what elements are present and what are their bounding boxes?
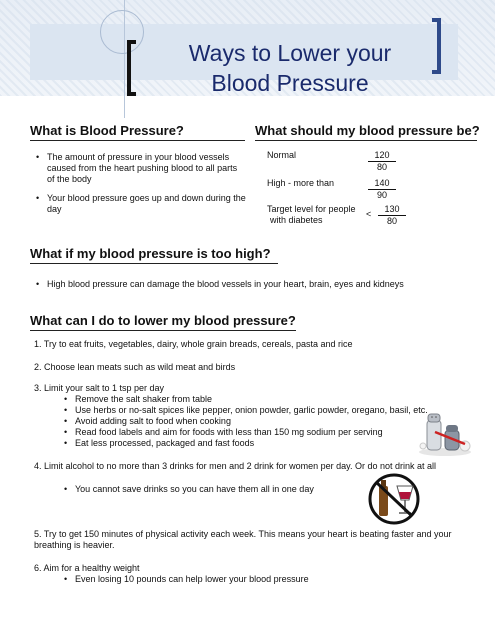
heading-what-is: What is Blood Pressure?	[30, 123, 184, 138]
right-bracket-icon	[432, 18, 441, 74]
sub-list-item: • Remove the salt shaker from table	[75, 394, 212, 405]
heading-rule	[30, 140, 245, 141]
less-than-symbol: <	[366, 209, 372, 219]
heading-lower: What can I do to lower my blood pressure?	[30, 313, 296, 328]
sub-list-item: • Read food labels and aim for foods with less than 150 mg sodium per serving	[75, 427, 383, 438]
bp-systolic: 140	[368, 178, 396, 190]
no-alcohol-icon	[361, 472, 427, 526]
tip-item: 6. Aim for a healthy weight	[34, 563, 140, 573]
tip-item: 2. Choose lean meats such as wild meat and birds	[34, 362, 236, 372]
header-circle	[100, 10, 144, 54]
heading-rule	[255, 140, 477, 141]
left-bracket-icon	[127, 40, 136, 96]
heading-should-be: What should my blood pressure be?	[255, 123, 480, 138]
list-item: • High blood pressure can damage the blood vessels in your heart, brain, eyes and kidneys	[47, 279, 404, 290]
header-base	[0, 96, 495, 122]
title-line-2: Blood Pressure	[211, 70, 369, 96]
tip-item: 1. Try to eat fruits, vegetables, dairy, whole grain breads, cereals, pasta and rice	[34, 339, 353, 349]
bp-diastolic: 80	[386, 216, 397, 226]
sub-list-item: • You cannot save drinks so you can have them all in one day	[75, 484, 314, 495]
list-item: • Your blood pressure goes up and down during the day	[47, 193, 247, 215]
sub-list-item: • Even losing 10 pounds can help lower your blood pressure	[75, 574, 309, 585]
heading-rule	[30, 263, 278, 264]
page-title	[150, 38, 430, 98]
tip-item: 5. Try to get 150 minutes of physical activity each week. This means your heart is beating faster and your breathing is heavier.	[34, 529, 452, 550]
bp-value-high	[368, 178, 396, 201]
bp-diastolic: 80	[376, 162, 387, 172]
bp-diastolic: 90	[376, 190, 387, 200]
list-item: • The amount of pressure in your blood vessels caused from the heart pushing blood to all parts of the body	[47, 152, 247, 185]
salt-shaker-icon	[415, 408, 475, 458]
bp-label-high: High - more than	[267, 178, 335, 188]
bp-label-normal: Normal	[267, 150, 297, 160]
bp-systolic: 130	[378, 204, 406, 216]
sub-list-item: • Use herbs or no-salt spices like pepper, onion powder, garlic powder, oregano, basil, etc.	[75, 405, 428, 416]
bp-systolic: 120	[368, 150, 396, 162]
title-line-1: Ways to Lower your	[188, 40, 392, 66]
bp-value-normal	[368, 150, 396, 173]
bp-label-target-2: with diabetes	[270, 215, 323, 225]
tip-item: 3. Limit your salt to 1 tsp per day	[34, 383, 165, 393]
sub-list-item: • Eat less processed, packaged and fast foods	[75, 438, 254, 449]
bp-value-target	[378, 204, 406, 227]
bp-label-target: Target level for people	[267, 204, 356, 214]
tip-item: 4. Limit alcohol to no more than 3 drinks for men and 2 drink for women per day. Or do not drink at all	[34, 461, 437, 471]
sub-list-item: • Avoid adding salt to food when cooking	[75, 416, 231, 427]
heading-too-high: What if my blood pressure is too high?	[30, 246, 271, 261]
heading-rule	[30, 330, 296, 331]
